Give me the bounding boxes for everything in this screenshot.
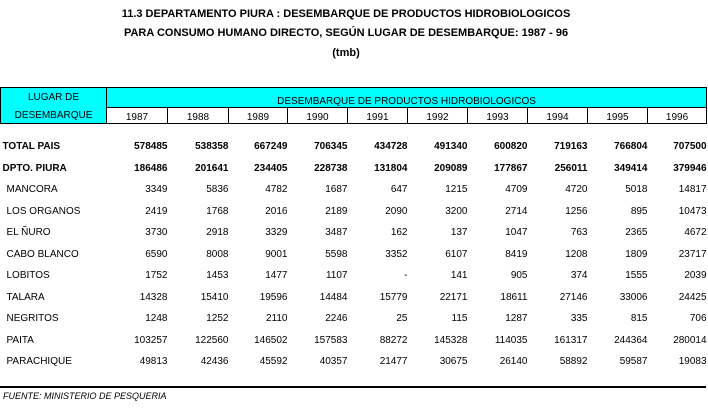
header-place-line1: LUGAR DE	[27, 91, 80, 103]
table-cell: 2419	[145, 205, 168, 217]
source-note: FUENTE: MINISTERIO DE PESQUERIA	[3, 391, 167, 401]
table-cell: 600820	[494, 141, 528, 153]
table-cell: 2016	[265, 205, 288, 217]
table-cell: 667249	[254, 141, 288, 153]
table-cell: 4672	[684, 227, 707, 239]
table-cell: 26140	[499, 356, 528, 368]
header-year: 1994	[528, 108, 588, 124]
table-cell: 280014	[673, 334, 707, 346]
table-cell: 706	[689, 313, 707, 325]
landings-table	[0, 87, 707, 373]
row-label: LOBITOS	[6, 270, 50, 282]
table-cell: 45592	[259, 356, 288, 368]
header-year: 1992	[408, 108, 468, 124]
table-cell: 2246	[325, 313, 348, 325]
table-cell: 4782	[265, 184, 288, 196]
table-cell: 201641	[195, 162, 229, 174]
table-cell: 137	[450, 227, 468, 239]
row-label: EL ÑURO	[6, 227, 51, 239]
table-cell: 6107	[445, 248, 468, 260]
table-cell: 15779	[379, 291, 408, 303]
header-year: 1988	[168, 108, 229, 124]
table-cell: 5598	[325, 248, 348, 260]
table-cell: 706345	[314, 141, 348, 153]
row-label: TALARA	[6, 291, 45, 303]
table-cell: 3329	[265, 227, 288, 239]
table-cell: 3730	[145, 227, 168, 239]
table-row	[1, 222, 707, 244]
table-cell: 374	[570, 270, 588, 282]
table-cell: 21477	[379, 356, 408, 368]
row-label: PARACHIQUE	[6, 356, 72, 368]
table-cell: 1809	[625, 248, 648, 260]
table-cell: 1752	[145, 270, 168, 282]
table-cell: 24425	[678, 291, 707, 303]
table-cell: 19596	[259, 291, 288, 303]
table-cell: 10473	[678, 205, 707, 217]
table-cell: 491340	[434, 141, 468, 153]
table-cell: 23717	[678, 248, 707, 260]
table-cell: 33006	[619, 291, 648, 303]
row-label: DPTO. PIURA	[2, 162, 67, 174]
table-cell: 434728	[374, 141, 408, 153]
table-cell: 1287	[505, 313, 528, 325]
table-cell: 379946	[673, 162, 707, 174]
table-cell: 2189	[325, 205, 348, 217]
table-cell: 115	[451, 313, 468, 325]
table-cell: 538358	[195, 141, 229, 153]
table-cell: 244364	[614, 334, 648, 346]
table-cell: 14817	[678, 184, 707, 196]
row-label: TOTAL PAIS	[2, 141, 61, 153]
table-cell: 161317	[554, 334, 588, 346]
table-cell: 3352	[385, 248, 408, 260]
table-cell: 707500	[673, 141, 707, 153]
header-year: 1993	[468, 108, 528, 124]
table-cell: 114035	[494, 334, 528, 346]
table-cell: 122560	[195, 334, 229, 346]
table-row	[1, 201, 707, 223]
table-cell: 19083	[678, 356, 707, 368]
table-cell: 22171	[439, 291, 468, 303]
table-title: 11.3 DEPARTAMENTO PIURA : DESEMBARQUE DE PRODUCTOS HIDROBIOLOGICOS	[121, 8, 571, 20]
table-cell: 1768	[206, 205, 229, 217]
table-cell: 1555	[625, 270, 648, 282]
header-place-line2: DESEMBARQUE	[14, 109, 93, 121]
table-cell: 1256	[565, 205, 588, 217]
table-cell: 146502	[254, 334, 288, 346]
table-cell: 763	[570, 227, 588, 239]
row-label: MANCORA	[6, 184, 58, 196]
table-cell: -	[404, 270, 408, 282]
table-cell: 30675	[439, 356, 468, 368]
table-cell: 3200	[445, 205, 468, 217]
table-cell: 141	[450, 270, 468, 282]
table-cell: 157583	[314, 334, 348, 346]
table-cell: 1252	[206, 313, 229, 325]
table-cell: 8419	[505, 248, 528, 260]
table-cell: 2039	[684, 270, 707, 282]
table-cell: 2365	[625, 227, 648, 239]
table-cell: 6590	[145, 248, 168, 260]
table-cell: 1477	[265, 270, 288, 282]
table-cell: 131804	[374, 162, 408, 174]
table-cell: 3487	[325, 227, 348, 239]
table-row	[1, 308, 707, 330]
table-cell: 59587	[619, 356, 648, 368]
table-cell: 578485	[134, 141, 168, 153]
header-year: 1989	[229, 108, 288, 124]
table-cell: 58892	[559, 356, 588, 368]
table-cell: 815	[630, 313, 648, 325]
table-cell: 766804	[614, 141, 648, 153]
row-label: CABO BLANCO	[6, 248, 79, 260]
table-cell: 895	[630, 205, 648, 217]
table-row	[1, 351, 707, 373]
table-cell: 162	[390, 227, 408, 239]
table-row	[1, 287, 707, 309]
table-cell: 5836	[206, 184, 229, 196]
table-cell: 2918	[206, 227, 229, 239]
header-year: 1990	[288, 108, 348, 124]
table-cell: 9001	[265, 248, 288, 260]
table-cell: 1107	[325, 270, 348, 282]
header-year: 1991	[348, 108, 408, 124]
row-label: NEGRITOS	[6, 313, 59, 325]
table-cell: 5018	[625, 184, 648, 196]
table-cell: 145328	[434, 334, 468, 346]
table-cell: 4709	[505, 184, 528, 196]
table-row	[1, 136, 707, 158]
table-cell: 3349	[145, 184, 168, 196]
table-cell: 1453	[206, 270, 229, 282]
bottom-rule	[0, 386, 706, 388]
header-group: DESEMBARQUE DE PRODUCTOS HIDROBIOLOGICOS	[107, 88, 707, 108]
table-cell: 18611	[500, 291, 528, 303]
table-cell: 349414	[614, 162, 648, 174]
table-cell: 27146	[559, 291, 588, 303]
table-cell: 8008	[206, 248, 229, 260]
table-cell: 1215	[445, 184, 468, 196]
table-cell: 1047	[505, 227, 528, 239]
table-cell: 177867	[494, 162, 528, 174]
table-cell: 88272	[379, 334, 408, 346]
table-row	[1, 330, 707, 352]
table-row	[1, 158, 707, 180]
table-row	[1, 265, 707, 287]
header-place	[1, 88, 107, 124]
header-year: 1987	[107, 108, 168, 124]
table-cell: 2090	[385, 205, 408, 217]
table-cell: 228738	[314, 162, 348, 174]
table-cell: 14328	[139, 291, 168, 303]
table-cell: 209089	[434, 162, 468, 174]
table-cell: 335	[570, 313, 588, 325]
table-subtitle: PARA CONSUMO HUMANO DIRECTO, SEGÚN LUGAR DE DESEMBARQUE: 1987 - 96	[123, 27, 569, 39]
row-label: PAITA	[6, 334, 34, 346]
table-cell: 49813	[139, 356, 168, 368]
table-cell: 4720	[565, 184, 588, 196]
table-row	[1, 179, 707, 201]
table-cell: 14484	[319, 291, 348, 303]
table-cell: 1248	[145, 313, 168, 325]
table-cell: 234405	[254, 162, 288, 174]
row-label: LOS ORGANOS	[6, 205, 81, 217]
table-cell: 2110	[265, 313, 288, 325]
header-year: 1995	[588, 108, 648, 124]
table-row	[1, 244, 707, 266]
table-cell: 25	[396, 313, 408, 325]
table-cell: 103257	[134, 334, 168, 346]
table-cell: 15410	[200, 291, 229, 303]
table-cell: 42436	[200, 356, 229, 368]
table-cell: 719163	[554, 141, 588, 153]
table-cell: 905	[510, 270, 528, 282]
table-cell: 2714	[505, 205, 528, 217]
header-year: 1996	[648, 108, 707, 124]
table-cell: 256011	[554, 162, 588, 174]
table-cell: 1208	[565, 248, 588, 260]
table-cell: 186486	[134, 162, 168, 174]
table-cell: 1687	[325, 184, 348, 196]
table-cell: 647	[390, 184, 408, 196]
table-unit: (tmb)	[332, 47, 360, 59]
table-cell: 40357	[319, 356, 348, 368]
